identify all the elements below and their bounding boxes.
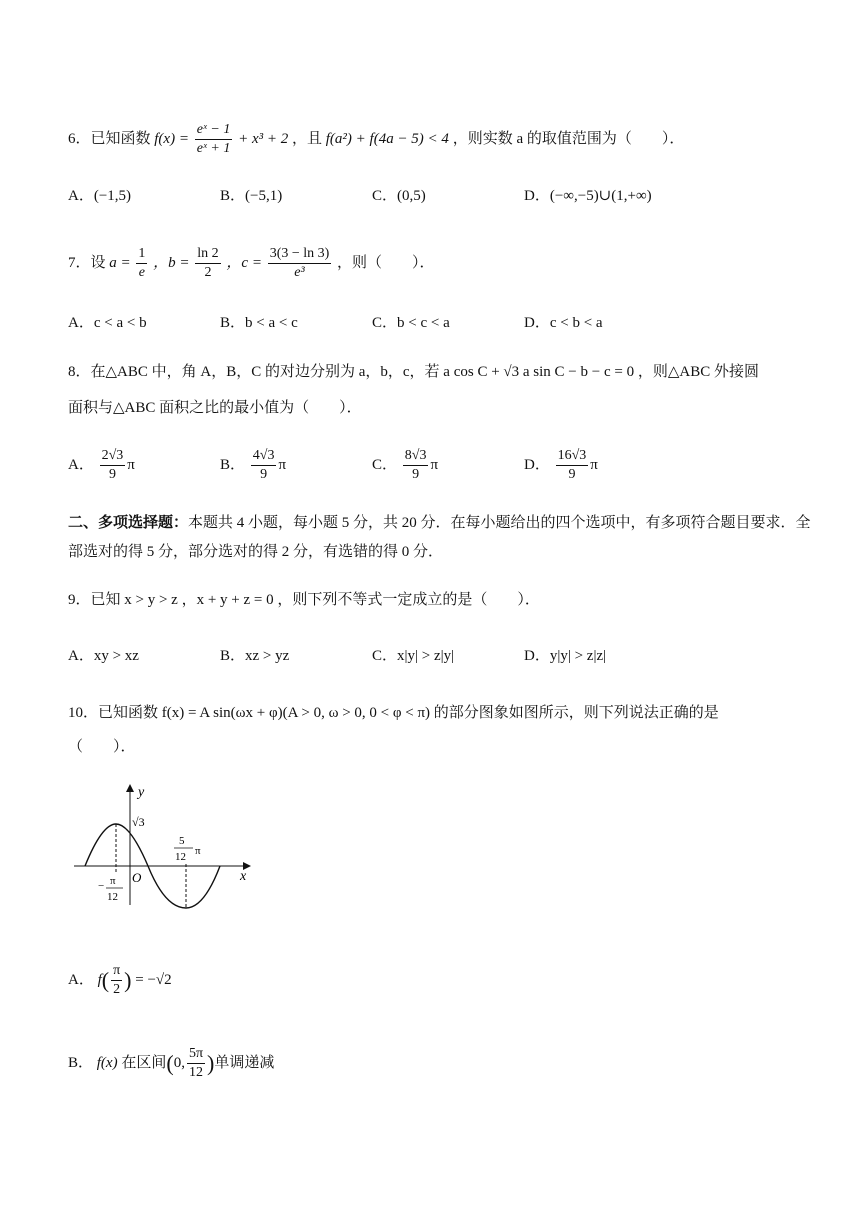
q10-graph [68, 780, 268, 920]
q10-option-a-func: f [97, 971, 102, 988]
q6-option-b[interactable]: B．(−5,1) [220, 188, 283, 204]
q10-option-b-letter: B． [68, 1054, 94, 1071]
q7-option-d[interactable]: D．c < b < a [524, 315, 603, 331]
q10-option-a[interactable] [68, 962, 172, 999]
q7-a-fraction [136, 245, 147, 282]
right-paren: ) [124, 967, 132, 993]
q9-option-d[interactable]: D．y|y| > z|z| [524, 648, 607, 664]
q8-option-a-fraction [100, 447, 126, 484]
q7-label: 7．设 [68, 254, 106, 271]
x-axis-label: x [240, 869, 247, 884]
q8-option-c-letter: C． [372, 456, 398, 473]
q7-c-pre: ，c = [226, 254, 262, 271]
right-tick-den: 12 [175, 851, 186, 863]
q9-option-a[interactable]: A．xy > xz [68, 648, 139, 664]
q7-option-a[interactable]: A．c < a < b [68, 315, 147, 331]
q10-option-b-text1: 在区间 [121, 1054, 167, 1071]
q10-option-a-letter: A． [68, 971, 94, 988]
q7-option-c[interactable]: C．b < c < a [372, 315, 450, 331]
q6-condition: f(a²) + f(4a − 5) < 4 [325, 130, 449, 147]
left-tick-den: 12 [107, 891, 118, 903]
q7-a-pre: a = [109, 254, 131, 271]
q10-option-a-rhs: = −√2 [135, 971, 172, 988]
right-tick-suffix: π [195, 845, 201, 857]
q7-a-num: 1 [136, 245, 147, 264]
q8-stem-line1: 8．在△ABC 中，角 A，B，C 的对边分别为 a，b，c，若 a cos C + √3 a sin C − b − c = 0 ，则△ABC 外接圆 [68, 364, 759, 380]
q7-a-den: e [138, 265, 145, 280]
q8-option-c-num: 8√3 [403, 447, 429, 466]
q9-option-c[interactable]: C．x|y| > z|y| [372, 648, 455, 664]
q10-option-b[interactable] [68, 1045, 274, 1082]
q7-b-pre: ，b = [153, 254, 190, 271]
q10-option-b-den: 12 [188, 1065, 203, 1080]
q8-option-b-fraction [251, 447, 277, 484]
q6-tail: ，则实数 a 的取值范围为（ ）． [452, 130, 685, 147]
q10-stem-line2: （ ）． [68, 739, 136, 755]
q6-option-d[interactable]: D．(−∞,−5)∪(1,+∞) [524, 188, 652, 204]
q10-option-b-num: 5π [187, 1045, 205, 1064]
section2-text1: 本题共 4 小题，每小题 5 分，共 20 分．在每小题给出的四个选项中，有多项符合题目要求．全 [188, 515, 811, 531]
q8-option-a-letter: A． [68, 456, 94, 473]
q7-tail: ，则（ ）． [337, 254, 435, 271]
left-tick-num: π [110, 875, 116, 887]
q8-option-d-fraction [556, 447, 589, 484]
q6-option-c[interactable]: C．(0,5) [372, 188, 426, 204]
q6-stem [68, 121, 684, 158]
q8-option-a-num: 2√3 [100, 447, 126, 466]
q8-option-a-suffix: π [127, 456, 135, 473]
q7-b-fraction [195, 245, 220, 282]
q10-option-b-interval-pre: 0, [173, 1054, 185, 1071]
q6-cond-pre: ，且 [291, 130, 322, 147]
q6-frac-den: eˣ + 1 [196, 141, 231, 156]
section2-line1 [68, 513, 811, 533]
q10-option-b-fraction [187, 1045, 205, 1082]
q7-c-den: e³ [294, 265, 305, 280]
left-paren: ( [166, 1050, 174, 1076]
q8-option-b[interactable] [220, 447, 286, 484]
q6-label: 6．已知函数 [68, 130, 151, 147]
q9-option-b[interactable]: B．xz > yz [220, 648, 290, 664]
q8-option-c-suffix: π [430, 456, 439, 473]
peak-value-label: √3 [132, 815, 145, 829]
origin-label: O [132, 870, 142, 885]
q8-option-a-den: 9 [108, 467, 116, 482]
section2-title: 二、多项选择题： [68, 515, 189, 531]
q6-fraction [195, 121, 233, 158]
right-paren: ) [207, 1050, 215, 1076]
q8-option-b-suffix: π [278, 456, 287, 473]
q8-option-d-suffix: π [590, 456, 598, 473]
q8-option-b-den: 9 [260, 467, 268, 482]
q6-option-a[interactable]: A．(−1,5) [68, 188, 132, 204]
q8-option-d-den: 9 [568, 467, 576, 482]
q8-option-b-num: 4√3 [251, 447, 277, 466]
q10-option-b-text2: 单调递减 [214, 1054, 275, 1071]
q7-c-num: 3(3 − ln 3) [268, 245, 332, 264]
q10-option-a-den: 2 [113, 982, 121, 997]
q7-stem [68, 245, 435, 282]
q10-stem-line1: 10．已知函数 f(x) = A sin(ωx + φ)(A > 0, ω > 0, 0 < φ < π) 的部分图象如图所示，则下列说法正确的是 [68, 705, 719, 721]
section2-line2: 部选对的得 5 分，部分选对的得 2 分，有选错的得 0 分． [68, 544, 444, 560]
q6-frac-num: eˣ − 1 [195, 121, 233, 140]
q8-option-d-num: 16√3 [556, 447, 589, 466]
q6-rest: + x³ + 2 [238, 130, 289, 147]
q8-option-c-fraction [403, 447, 429, 484]
q10-option-a-fraction [111, 962, 122, 999]
right-tick-num: 5 [179, 835, 185, 847]
q8-stem-line2: 面积与△ABC 面积之比的最小值为（ ）． [68, 400, 362, 416]
q10-option-a-num: π [111, 962, 122, 981]
q7-c-fraction [268, 245, 332, 282]
q8-option-a[interactable] [68, 447, 135, 484]
left-paren: ( [101, 967, 110, 993]
q8-option-b-letter: B． [220, 456, 246, 473]
q8-option-c[interactable] [372, 447, 438, 484]
q9-stem: 9．已知 x > y > z ，x + y + z = 0 ，则下列不等式一定成立的是（ ）． [68, 592, 540, 608]
y-axis-arrow-icon [126, 784, 134, 792]
q6-func: f(x) = [154, 130, 189, 147]
q10-option-b-func: f(x) [96, 1054, 118, 1071]
q8-option-d-letter: D． [524, 456, 550, 473]
q8-option-d[interactable] [524, 447, 598, 484]
q7-option-b[interactable]: B．b < a < c [220, 315, 298, 331]
y-axis-label: y [138, 785, 145, 800]
q7-b-den: 2 [204, 265, 212, 280]
left-tick-sign: − [98, 880, 105, 892]
q8-option-c-den: 9 [412, 467, 420, 482]
q7-b-num: ln 2 [195, 245, 220, 264]
